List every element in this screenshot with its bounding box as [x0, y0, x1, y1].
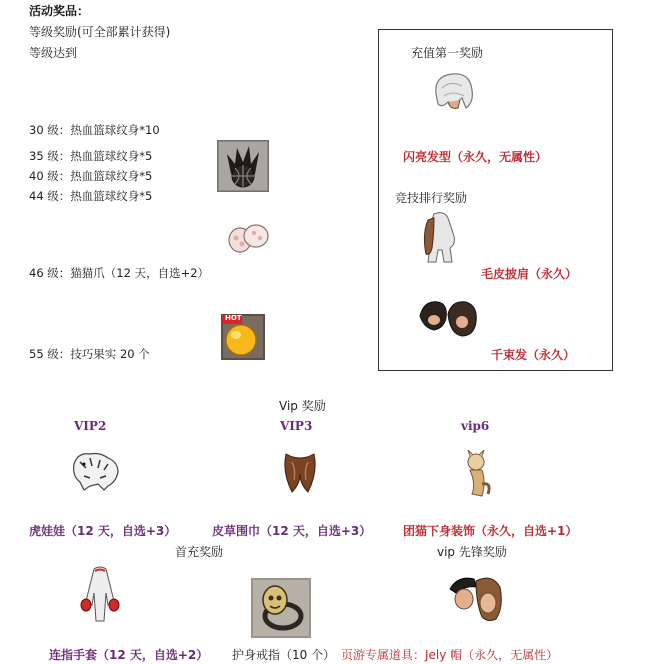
protective-ring-label: 护身戒指（10 个）	[232, 648, 336, 662]
jely-hat-label: 页游专属道具：Jely 帽（永久，无属性）	[341, 648, 559, 662]
shiny-hair-icon	[430, 68, 476, 114]
level-rewards-heading: 等级奖励(可全部累计获得)	[29, 25, 171, 39]
vip2-label: VIP2	[74, 419, 107, 433]
level-item-55: 55 级：技巧果实 20 个	[29, 347, 150, 361]
level-reached-label: 等级达到	[29, 46, 78, 60]
level-item-46: 46 级：猫猫爪（12 天，自选+2）	[29, 266, 210, 280]
thousand-bundle-hair-icon	[418, 298, 478, 340]
tiger-doll-label: 虎娃娃（12 天，自选+3）	[29, 524, 177, 538]
vip3-label: VIP3	[280, 419, 313, 433]
level-item-35: 35 级：热血篮球纹身*5	[29, 149, 153, 163]
cat-paw-icon	[224, 218, 272, 258]
vip-vanguard-title: vip 先锋奖励	[437, 545, 507, 559]
mittens-icon	[80, 565, 120, 623]
first-recharge-reward-title: 充值第一奖励	[411, 46, 484, 60]
vip-reward-title: Vip 奖励	[279, 399, 326, 413]
mittens-label: 连指手套（12 天，自选+2）	[49, 648, 209, 662]
page-title: 活动奖品：	[29, 4, 90, 18]
cat-lower-decoration-icon	[462, 450, 492, 498]
level-item-44: 44 级：热血篮球纹身*5	[29, 189, 153, 203]
protective-ring-icon	[251, 578, 311, 638]
hot-badge: HOT	[225, 314, 242, 322]
fur-shawl-icon	[420, 210, 460, 264]
shiny-hair-label: 闪亮发型（永久，无属性）	[403, 150, 548, 164]
fur-shawl-label: 毛皮披肩（永久）	[481, 267, 578, 281]
tiger-doll-icon	[70, 448, 122, 492]
level-item-40: 40 级：热血篮球纹身*5	[29, 169, 153, 183]
vip6-label: vip6	[461, 419, 490, 433]
fur-scarf-label: 皮草围巾（12 天，自选+3）	[212, 524, 372, 538]
skill-fruit-icon	[221, 314, 265, 360]
thousand-bundle-hair-label: 千束发（永久）	[491, 348, 576, 362]
ranking-reward-title: 竞技排行奖励	[395, 191, 468, 205]
fur-scarf-icon	[282, 448, 318, 496]
level-item-30: 30 级：热血篮球纹身*10	[29, 123, 160, 137]
first-recharge-title: 首充奖励	[175, 545, 224, 559]
cat-lower-decoration-label: 团猫下身装饰（永久，自选+1）	[403, 524, 578, 538]
basketball-tattoo-icon	[217, 140, 269, 192]
jely-hat-icon	[448, 573, 504, 625]
